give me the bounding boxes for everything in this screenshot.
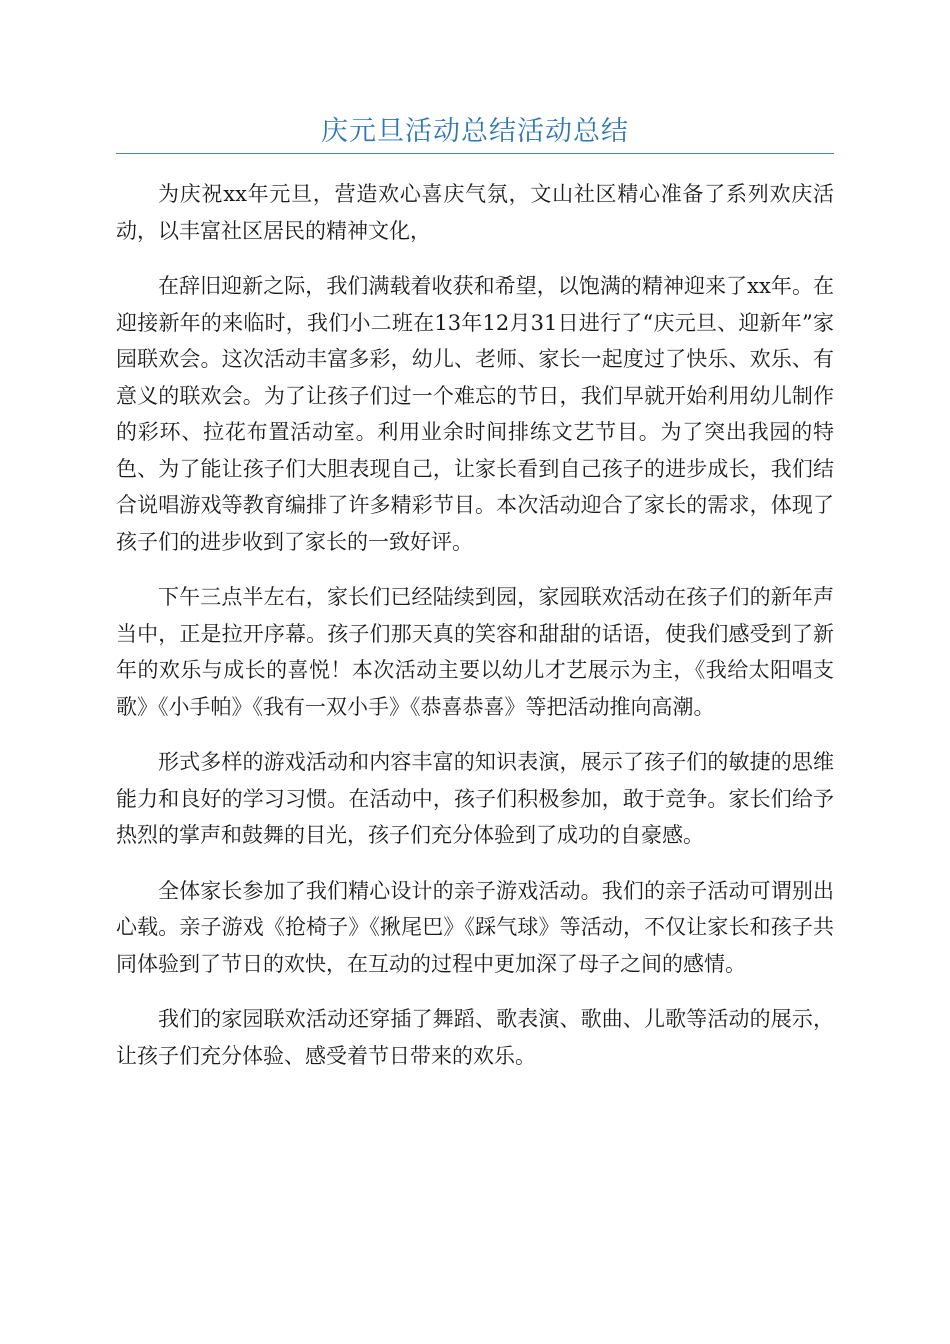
paragraph-3: 下午三点半左右，家长们已经陆续到园，家园联欢活动在孩子们的新年声当中，正是拉开序幕。孩子们那天真的笑容和甜甜的话语，使我们感受到了新年的欢乐与成长的喜悦！本次活动主要以幼儿才艺展示为主，《我给太阳唱支歌》《小手帕》《我有一双小手》《恭喜恭喜》等把活动推向高潮。 [116, 585, 834, 719]
paragraph-6: 我们的家园联欢活动还穿插了舞蹈、歌表演、歌曲、儿歌等活动的展示，让孩子们充分体验、感受着节日带来的欢乐。 [116, 1007, 834, 1068]
paragraph-5: 全体家长参加了我们精心设计的亲子游戏活动。我们的亲子活动可谓别出心载。亲子游戏《抢椅子》《揪尾巴》《踩气球》等活动，不仅让家长和孩子共同体验到了节日的欢快，在互动的过程中更加深了母子之间的感情。 [116, 878, 834, 976]
document-title: 庆元旦活动总结活动总结 [321, 116, 629, 147]
title-underline [116, 153, 834, 154]
paragraph-4: 形式多样的游戏活动和内容丰富的知识表演，展示了孩子们的敏捷的思维能力和良好的学习习惯。在活动中，孩子们积极参加，敢于竞争。家长们给予热烈的掌声和鼓舞的目光，孩子们充分体验到了成功的自豪感。 [116, 750, 834, 847]
paragraph-1: 为庆祝xx年元旦，营造欢心喜庆气氛，文山社区精心准备了系列欢庆活动，以丰富社区居民的精神文化， [116, 182, 834, 243]
document-body [116, 176, 834, 1093]
paragraph-2: 在辞旧迎新之际，我们满载着收获和希望，以饱满的精神迎来了xx年。在迎接新年的来临时，我们小二班在13年12月31日进行了“庆元旦、迎新年”家园联欢会。这次活动丰富多彩，幼儿、老师、家长一起度过了快乐、欢乐、有意义的联欢会。为了让孩子们过一个难忘的节日，我们早就开始利用幼儿制作的彩环、拉花布置活动室。利用业余时间排练文艺节目。为了突出我园的特色、为了能让孩子们大胆表现自己，让家长看到自己孩子的进步成长，我们结合说唱游戏等教育编排了许多精彩节目。本次活动迎合了家长的需求，体现了孩子们的进步收到了家长的一致好评。 [116, 274, 834, 554]
